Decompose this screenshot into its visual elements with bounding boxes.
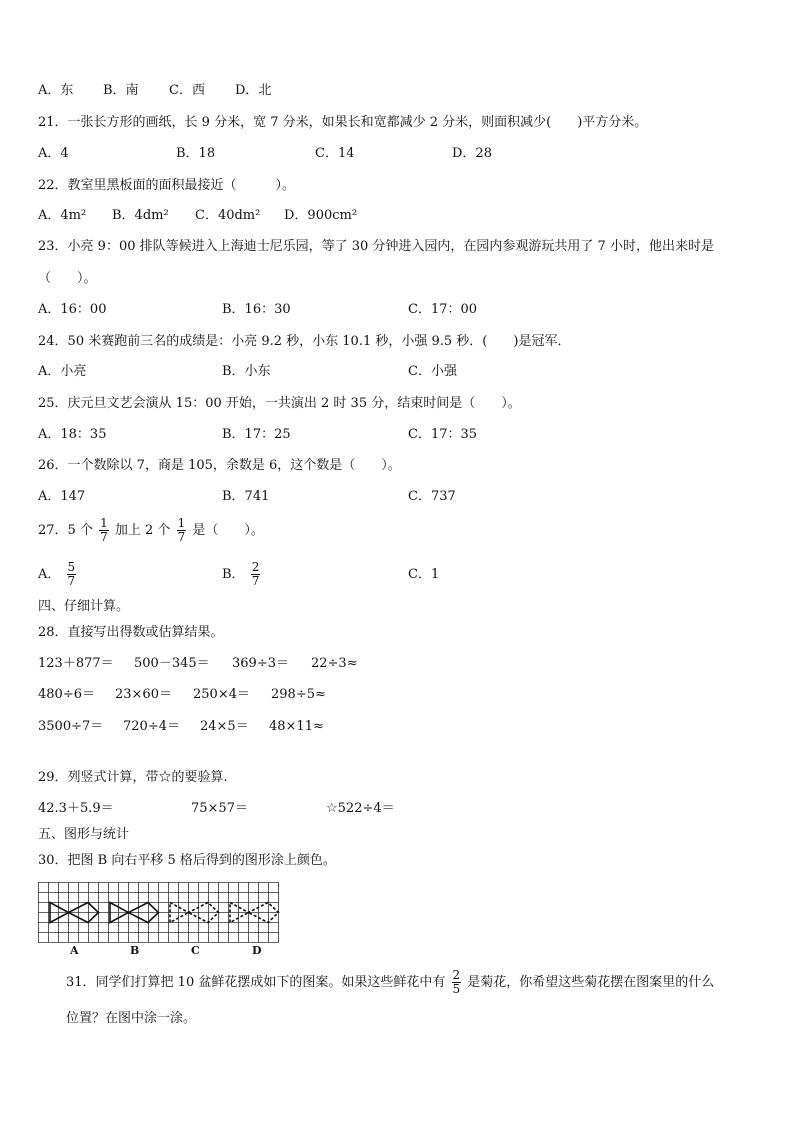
q27-option-b-fraction <box>251 561 261 588</box>
q25-option-b: B．17：25 <box>222 427 291 442</box>
calc-item: 369÷3＝ <box>232 656 289 671</box>
calc-item: 3500÷7＝ <box>38 719 104 734</box>
figure-label-a: A <box>70 944 79 957</box>
q21-option-a: A．4 <box>38 146 69 161</box>
q23-text-line2: （ ）。 <box>38 271 97 286</box>
q24-option-b: B．小东 <box>222 364 271 379</box>
calc-item: 24×5＝ <box>200 719 249 734</box>
q24-option-a: A．小亮 <box>38 364 87 379</box>
section-5-heading: 五、图形与统计 <box>38 827 130 842</box>
vertical-calc-item: 75×57＝ <box>191 801 248 816</box>
calc-item: 250×4＝ <box>193 687 250 702</box>
figure-label-d: D <box>252 944 262 957</box>
q23-text-line1: 23．小亮 9：00 排队等候进入上海迪士尼乐园，等了 30 分钟进入园内，在园内参观游玩共用了 7 小时，他出来时是 <box>38 239 714 254</box>
q31-text-line2: 位置？在图中涂一涂。 <box>66 1011 197 1026</box>
q24-option-c: C．小强 <box>408 364 457 379</box>
q27-option-a-fraction <box>67 561 77 588</box>
q27-option-b-label: B． <box>222 567 245 582</box>
q20-option-b: B．南 <box>103 83 139 98</box>
q25-text: 25．庆元旦文艺会演从 15：00 开始，一共演出 2 时 35 分，结束时间是（ ）。 <box>38 396 521 411</box>
q26-option-b: B．741 <box>222 489 270 504</box>
q31-prefix: 31．同学们打算把 10 盆鲜花摆成如下的图案。如果这些鲜花中有 <box>66 975 446 990</box>
figure-label-c: C <box>191 944 200 957</box>
q27-fraction-1 <box>99 517 109 544</box>
fraction-denominator: 7 <box>177 530 186 544</box>
q21-option-c: C．14 <box>315 146 355 161</box>
calc-item: 720÷4＝ <box>123 719 180 734</box>
figure-label-b: B <box>130 944 140 957</box>
q22-option-a: A．4m² <box>38 208 87 223</box>
calc-item: 500－345＝ <box>134 656 210 671</box>
vertical-calc-item: ☆522÷4＝ <box>326 801 395 816</box>
q23-option-a: A．16：00 <box>38 302 107 317</box>
grid-figure <box>38 882 284 944</box>
section-4-heading: 四、仔细计算。 <box>38 599 130 614</box>
fraction-denominator: 7 <box>251 574 260 588</box>
q26-text: 26．一个数除以 7，商是 105，余数是 6，这个数是（ ）。 <box>38 458 401 473</box>
q30-title: 30．把图 B 向右平移 5 格后得到的图形涂上颜色。 <box>38 853 336 868</box>
q27-option-b <box>222 558 262 592</box>
q27-option-c: C．1 <box>408 567 440 582</box>
q22-text: 22．教室里黑板面的面积最接近（ ）。 <box>38 178 296 193</box>
calc-item: 23×60＝ <box>115 687 172 702</box>
q27-option-a <box>38 558 78 592</box>
q22-option-c: C．40dm² <box>195 208 261 223</box>
q25-option-a: A．18：35 <box>38 427 107 442</box>
translation-grid <box>38 882 284 948</box>
calc-item: 48×11≈ <box>269 719 324 734</box>
q27-middle: 加上 2 个 <box>114 523 171 538</box>
q26-option-c: C．737 <box>408 489 456 504</box>
q26-option-a: A．147 <box>38 489 86 504</box>
q23-option-b: B．16：30 <box>222 302 291 317</box>
fraction-denominator: 7 <box>100 530 108 544</box>
q21-option-b: B．18 <box>176 146 216 161</box>
q31-fraction <box>452 969 462 996</box>
q21-text: 21．一张长方形的画纸，长 9 分米，宽 7 分米，如果长和宽都减少 2 分米，则面积减少( )平方分米。 <box>38 115 648 130</box>
q27-text <box>38 516 264 546</box>
calc-item: 22÷3≈ <box>311 656 358 671</box>
q27-suffix: 是（ ）。 <box>192 523 264 538</box>
fraction-numerator: 2 <box>452 968 461 982</box>
q27-fraction-2 <box>177 517 187 544</box>
fraction-denominator: 7 <box>67 574 76 588</box>
q27-option-a-label: A． <box>38 567 61 582</box>
q20-option-d: D．北 <box>235 83 272 98</box>
q20-option-a: A．东 <box>38 83 74 98</box>
q21-option-d: D．28 <box>452 146 492 161</box>
fraction-numerator: 1 <box>177 516 186 530</box>
calc-item: 123＋877＝ <box>38 656 114 671</box>
q29-title: 29．列竖式计算，带☆的要验算. <box>38 770 228 785</box>
fraction-numerator: 2 <box>251 560 260 574</box>
q22-option-d: D．900cm² <box>284 208 358 223</box>
vertical-calc-item: 42.3＋5.9＝ <box>38 801 114 816</box>
q20-option-c: C．西 <box>169 83 205 98</box>
q25-option-c: C．17：35 <box>408 427 478 442</box>
q31-suffix: 是菊花，你希望这些菊花摆在图案里的什么 <box>467 975 715 990</box>
q22-option-b: B．4dm² <box>112 208 169 223</box>
q24-text: 24．50 米赛跑前三名的成绩是：小亮 9.2 秒，小东 10.1 秒，小强 9.5 秒．( )是冠军． <box>38 334 571 349</box>
q27-prefix: 27．5 个 <box>38 523 93 538</box>
fraction-denominator: 5 <box>452 982 461 996</box>
q23-option-c: C．17：00 <box>408 302 478 317</box>
q31-text <box>66 968 714 998</box>
fraction-numerator: 5 <box>67 560 76 574</box>
fraction-numerator: 1 <box>100 516 108 530</box>
calc-item: 298÷5≈ <box>271 687 326 702</box>
q28-title: 28．直接写出得数或估算结果。 <box>38 625 224 640</box>
calc-item: 480÷6＝ <box>38 687 95 702</box>
